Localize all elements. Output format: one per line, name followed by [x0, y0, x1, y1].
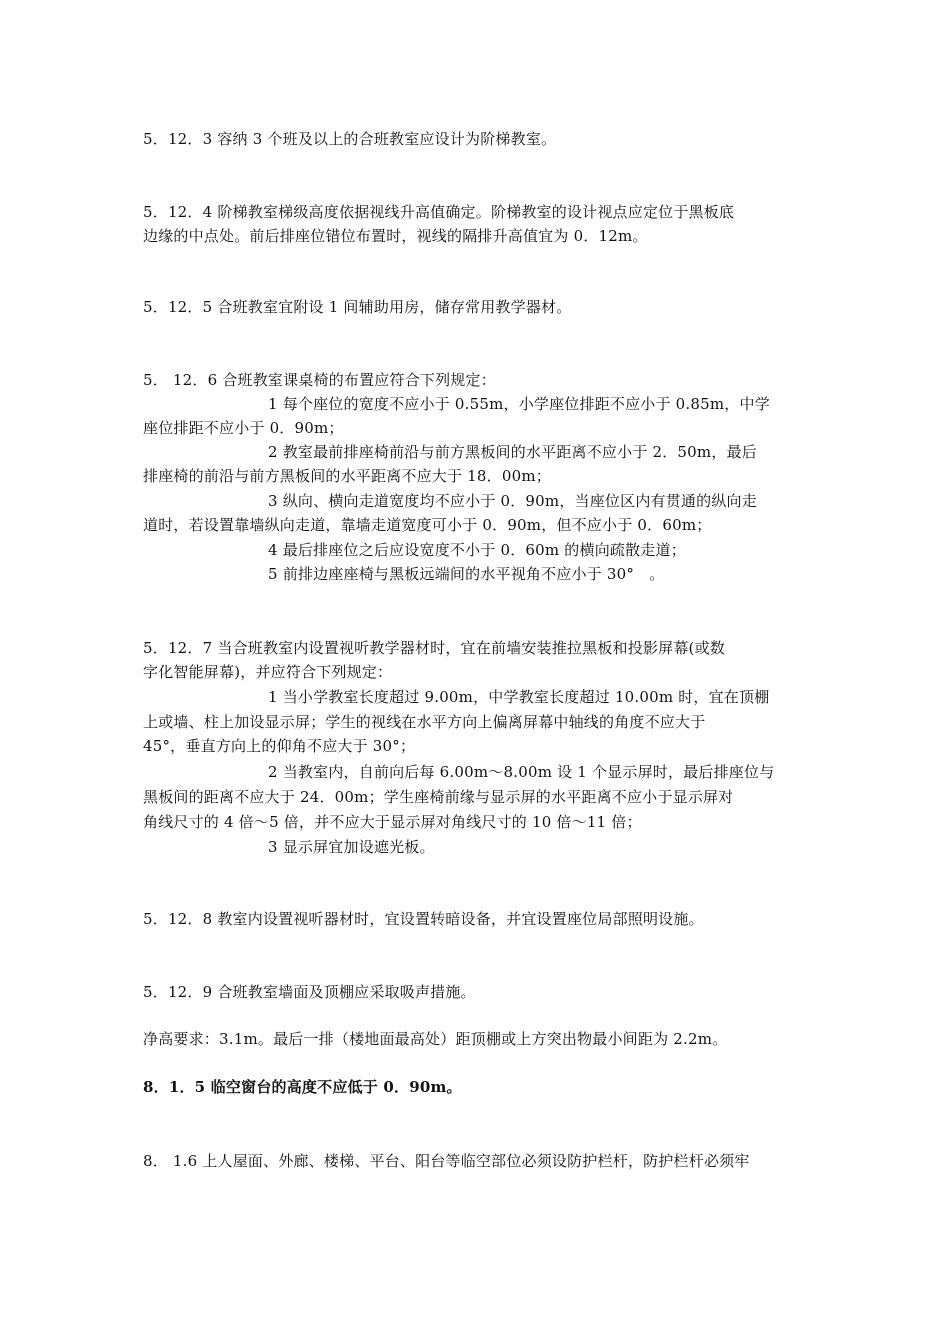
text-line: 5．12．7 当合班教室内设置视听教学器材时，宜在前墙安装推拉黑板和投影屏幕(或数 [143, 639, 725, 657]
text-line: 上或墙、柱上加设显示屏；学生的视线在水平方向上偏离屏幕中轴线的角度不应大于 [143, 713, 706, 731]
text-line: 道时，若设置靠墙纵向走道，靠墙走道宽度可小于 0．90m，但不应小于 0．60m； [143, 516, 712, 534]
text-line: 边缘的中点处。前后排座位错位布置时，视线的隔排升高值宜为 0．12m。 [143, 227, 648, 245]
text-line: 5．12．5 合班教室宜附设 1 间辅助用房，储存常用教学器材。 [143, 298, 572, 316]
text-line: 5．12．3 容纳 3 个班及以上的合班教室应设计为阶梯教室。 [143, 130, 557, 148]
text-line: 5 前排边座座椅与黑板远端间的水平视角不应小于 30° 。 [268, 565, 665, 583]
text-line: 1 每个座位的宽度不应小于 0.55m，小学座位排距不应小于 0.85m，中学 [268, 395, 770, 413]
text-line: 黑板间的距离不应大于 24．00m；学生座椅前缘与显示屏的水平距离不应小于显示屏对 [143, 788, 734, 806]
text-line: 排座椅的前沿与前方黑板间的水平距离不应大于 18．00m； [143, 467, 551, 485]
text-line: 8． 1.6 上人屋面、外廊、楼梯、平台、阳台等临空部位必须设防护栏杆，防护栏杆必须牢 [143, 1152, 750, 1170]
text-line: 5．12．9 合班教室墙面及顶棚应采取吸声措施。 [143, 983, 476, 1001]
text-line: 3 纵向、横向走道宽度均不应小于 0．90m，当座位区内有贯通的纵向走 [268, 492, 757, 510]
text-line: 8．1．5 临空窗台的高度不应低于 0．90m。 [143, 1078, 462, 1096]
text-line: 5． 12．6 合班教室课桌椅的布置应符合下列规定： [143, 371, 496, 389]
text-line: 45°，垂直方向上的仰角不应大于 30°； [143, 737, 416, 755]
text-line: 1 当小学教室长度超过 9.00m，中学教室长度超过 10.00m 时，宜在顶棚 [268, 688, 770, 706]
text-line: 净高要求：3.1m。最后一排（楼地面最高处）距顶棚或上方突出物最小间距为 2.2m。 [143, 1030, 728, 1048]
text-line: 字化智能屏幕)，并应符合下列规定： [143, 663, 393, 681]
text-line: 5．12．8 教室内设置视听器材时，宜设置转暗设备，并宜设置座位局部照明设施。 [143, 910, 704, 928]
text-line: 4 最后排座位之后应设宽度不小于 0．60m 的横向疏散走道； [268, 541, 686, 559]
text-line: 座位排距不应小于 0．90m； [143, 419, 344, 437]
text-line: 5．12．4 阶梯教室梯级高度依据视线升高值确定。阶梯教室的设计视点应定位于黑板底 [143, 203, 735, 221]
text-line: 2 教室最前排座椅前沿与前方黑板间的水平距离不应小于 2．50m，最后 [268, 443, 757, 461]
text-line: 3 显示屏宜加设遮光板。 [268, 838, 435, 856]
text-line: 角线尺寸的 4 倍～5 倍，并不应大于显示屏对角线尺寸的 10 倍～11 倍； [143, 813, 642, 831]
text-line: 2 当教室内，自前向后每 6.00m～8.00m 设 1 个显示屏时，最后排座位与 [268, 763, 775, 781]
